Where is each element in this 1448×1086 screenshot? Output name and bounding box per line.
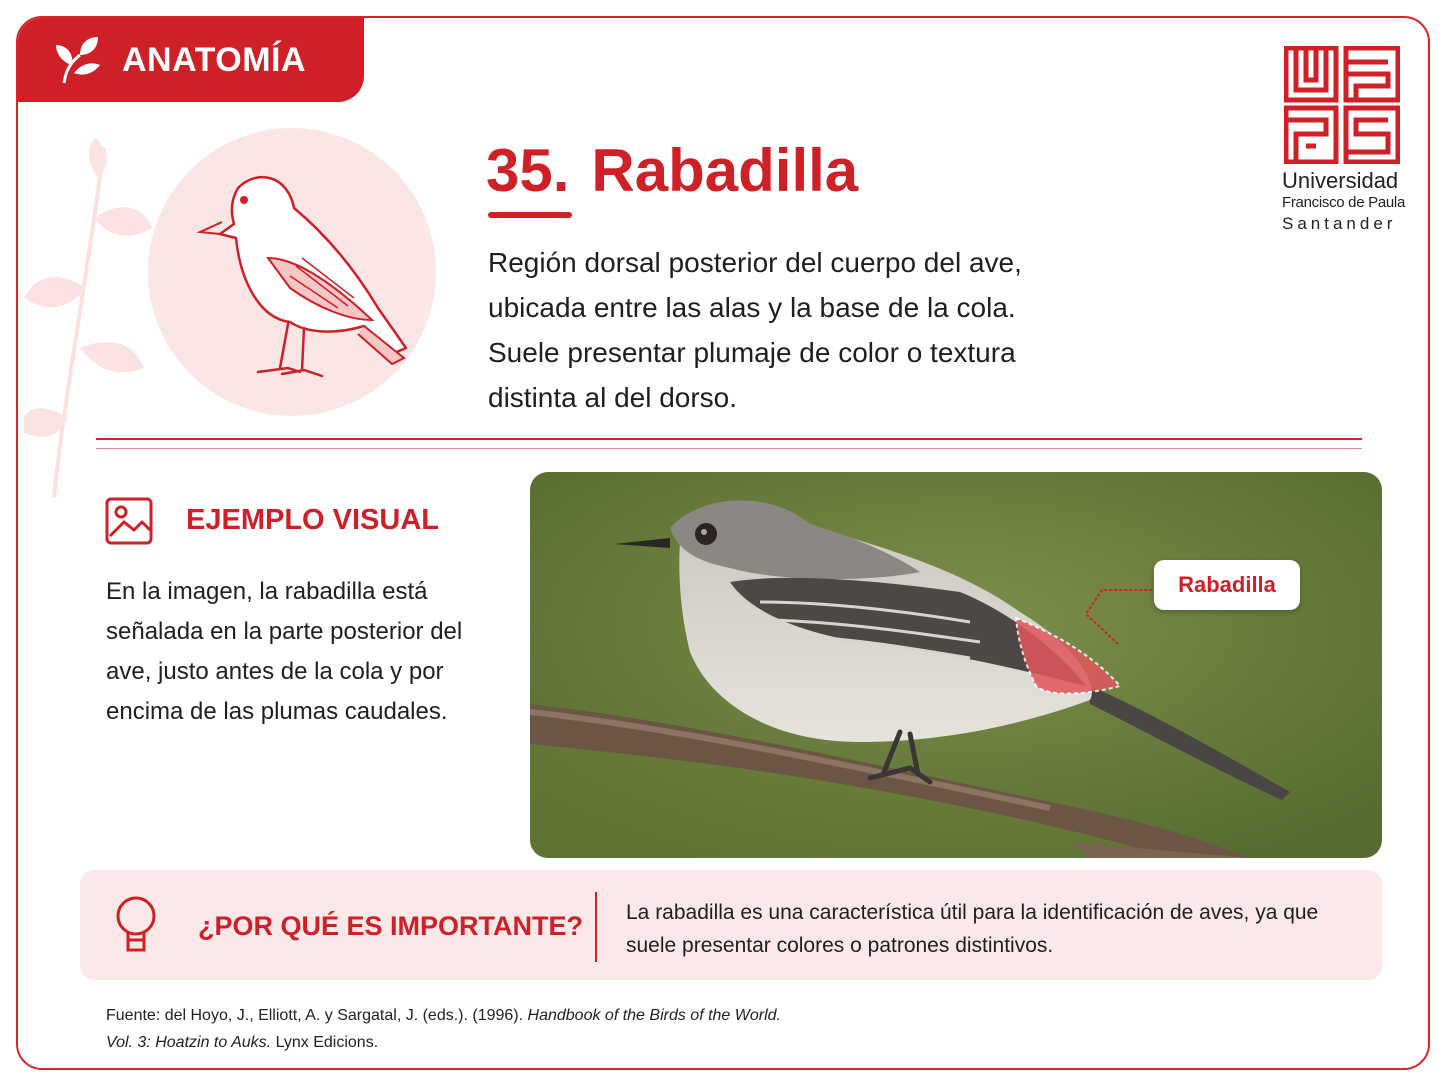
rump-callout: Rabadilla (1154, 560, 1300, 610)
importance-text: La rabadilla es una característica útil para la identificación de aves, ya que suele presentar colores o patrones distintivos. (626, 901, 1319, 957)
image-icon (104, 496, 154, 546)
university-name: Universidad (1282, 168, 1399, 193)
university-place: Santander (1282, 214, 1397, 233)
definition-text: Región dorsal posterior del cuerpo del ave, ubicada entre las alas y la base de la cola. Suele presentar plumaje de color o textura distinta al del dorso. (488, 247, 1022, 413)
info-card (16, 16, 1430, 1070)
section-divider-thin (96, 448, 1362, 449)
section-divider (96, 438, 1362, 440)
ufps-logo (1284, 46, 1400, 164)
entry-number: 35. (486, 137, 570, 204)
citation-book-title: Handbook of the Birds of the World. (527, 1007, 781, 1024)
source-citation (106, 1002, 781, 1056)
citation-volume: Vol. 3: Hoatzin to Auks. (106, 1034, 272, 1051)
university-subname: Francisco de Paula (1282, 194, 1406, 211)
example-text: En la imagen, la rabadilla está señalada en la parte posterior del ave, justo antes de la cola y por encima de las plumas caudales. (106, 578, 463, 725)
importance-divider (595, 892, 597, 962)
example-title: EJEMPLO VISUAL (186, 504, 439, 536)
decorative-sprig (24, 138, 154, 498)
bird-photo (530, 472, 1382, 858)
category-tag (18, 18, 364, 102)
bird-outline-illustration (178, 158, 418, 388)
entry-title: Rabadilla (591, 137, 859, 204)
leaves-icon (50, 33, 104, 87)
importance-title: ¿POR QUÉ ES IMPORTANTE? (198, 911, 584, 941)
category-label: ANATOMÍA (122, 40, 307, 79)
title-underline (488, 212, 572, 218)
citation-authors: Fuente: del Hoyo, J., Elliott, A. y Sargatal, J. (eds.). (1996). (106, 1007, 528, 1024)
lightbulb-icon (112, 896, 160, 958)
page-title (486, 136, 858, 205)
citation-publisher: Lynx Edicions. (271, 1034, 379, 1051)
